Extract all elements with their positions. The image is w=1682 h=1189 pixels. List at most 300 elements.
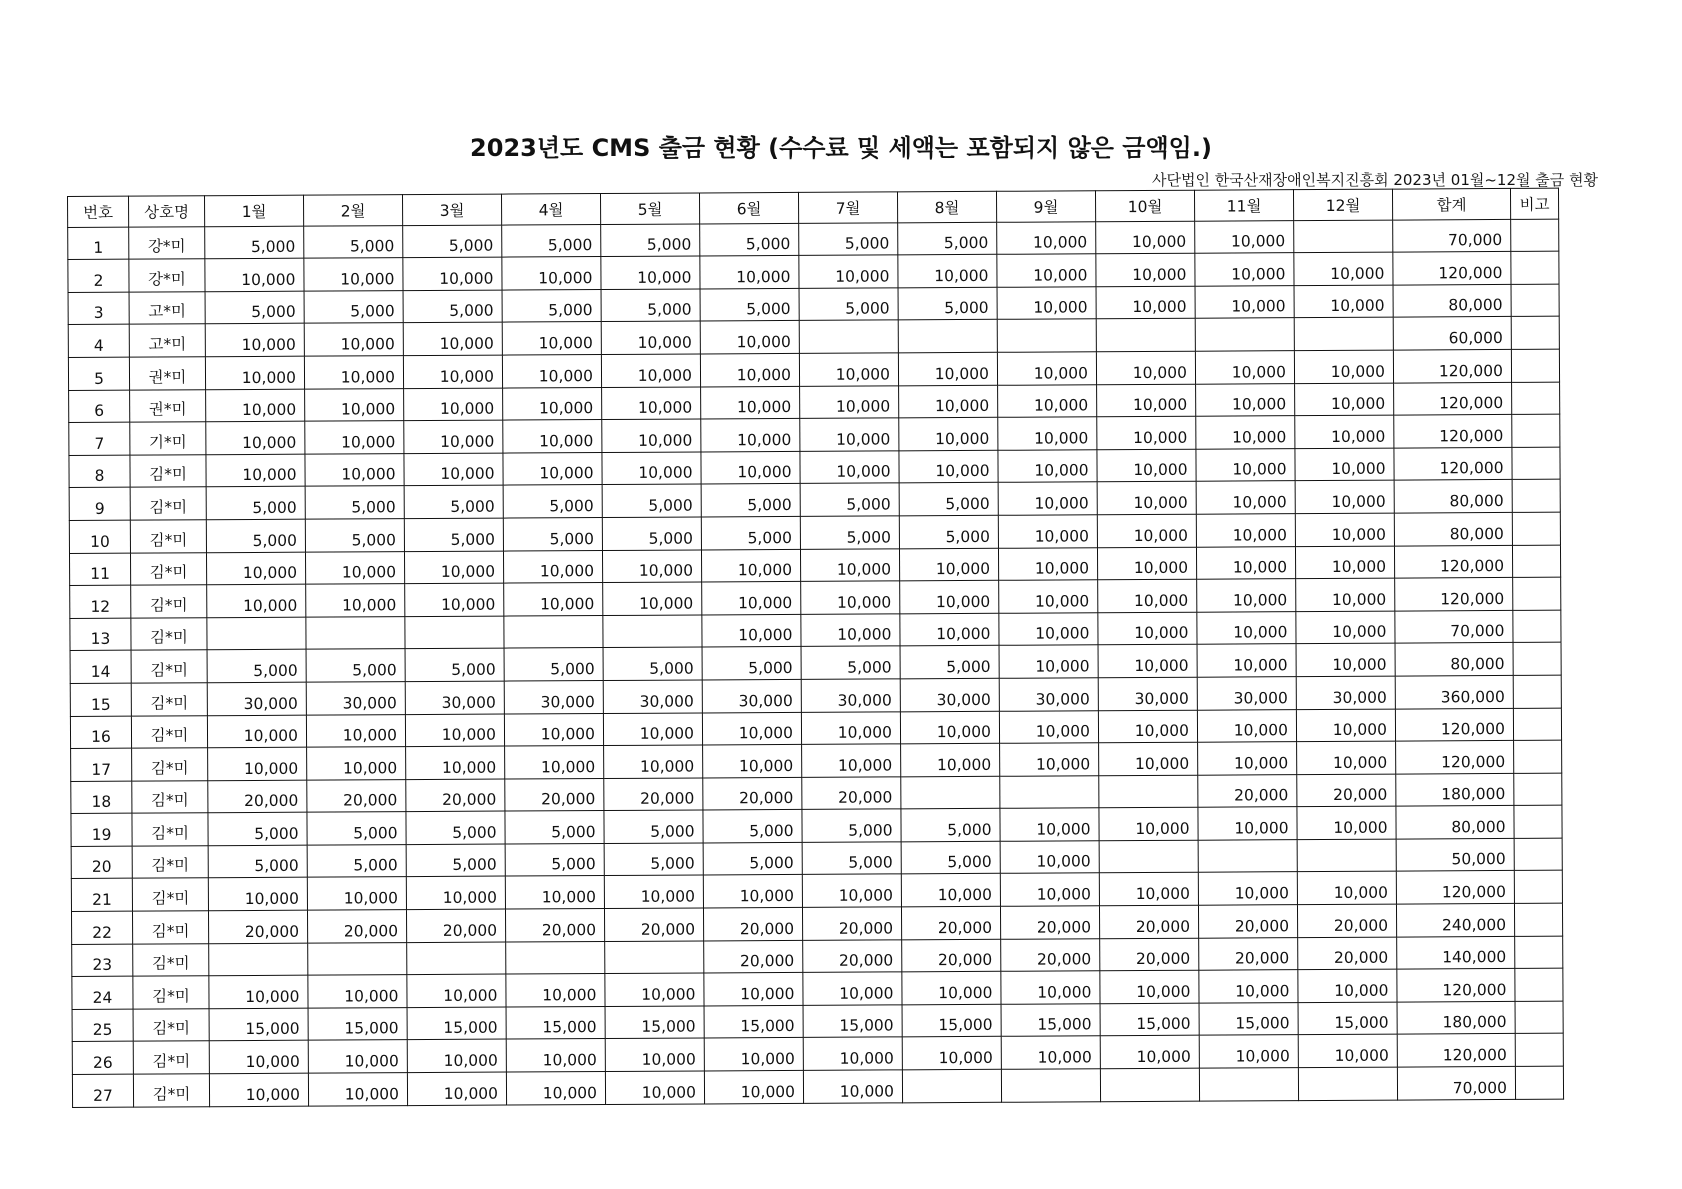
month-amount-cell: 5,000	[703, 810, 802, 843]
month-amount-cell: 10,000	[701, 549, 800, 582]
month-amount-cell: 10,000	[800, 548, 899, 581]
month-amount-cell: 10,000	[1196, 416, 1295, 449]
month-amount-cell: 5,000	[602, 484, 701, 517]
month-amount-cell: 10,000	[702, 582, 801, 615]
month-amount-cell: 5,000	[404, 485, 503, 518]
month-amount-cell: 10,000	[205, 258, 304, 291]
row-number: 13	[70, 618, 131, 651]
row-number: 2	[68, 259, 129, 292]
remark-cell	[1513, 675, 1561, 708]
remark-cell	[1513, 610, 1561, 643]
member-name: 고*미	[129, 324, 205, 357]
column-header: 8월	[897, 191, 996, 222]
remark-cell	[1512, 480, 1560, 513]
month-amount-cell: 20,000	[901, 906, 1000, 939]
member-name: 김*미	[133, 1009, 209, 1042]
month-amount-cell: 10,000	[506, 974, 605, 1007]
month-amount-cell	[1199, 1068, 1298, 1101]
month-amount-cell: 15,000	[506, 1006, 605, 1039]
month-amount-cell: 15,000	[308, 1007, 407, 1040]
month-amount-cell: 5,000	[405, 648, 504, 681]
total-cell: 70,000	[1395, 610, 1513, 643]
month-amount-cell: 20,000	[1199, 937, 1298, 970]
month-amount-cell: 10,000	[407, 974, 506, 1007]
month-amount-cell: 10,000	[997, 287, 1096, 320]
month-amount-cell: 10,000	[902, 1037, 1001, 1070]
month-amount-cell: 5,000	[899, 515, 998, 548]
month-amount-cell: 30,000	[207, 682, 306, 715]
total-cell: 70,000	[1397, 1066, 1515, 1099]
month-amount-cell: 20,000	[406, 779, 505, 812]
month-amount-cell: 20,000	[604, 778, 703, 811]
month-amount-cell: 10,000	[305, 453, 404, 486]
month-amount-cell: 10,000	[603, 712, 702, 745]
month-amount-cell: 10,000	[209, 1041, 308, 1074]
month-amount-cell: 10,000	[605, 973, 704, 1006]
column-header: 9월	[996, 191, 1095, 222]
month-amount-cell: 10,000	[1197, 644, 1296, 677]
month-amount-cell: 5,000	[901, 809, 1000, 842]
month-amount-cell: 10,000	[1198, 742, 1297, 775]
month-amount-cell: 10,000	[1196, 448, 1295, 481]
month-amount-cell: 10,000	[997, 352, 1096, 385]
column-header: 11월	[1194, 190, 1293, 221]
member-name: 기*미	[130, 422, 206, 455]
total-cell: 360,000	[1395, 675, 1513, 708]
total-cell: 120,000	[1394, 415, 1512, 448]
total-cell: 50,000	[1396, 838, 1514, 871]
month-amount-cell: 30,000	[999, 678, 1098, 711]
month-amount-cell: 10,000	[802, 874, 901, 907]
month-amount-cell: 30,000	[801, 679, 900, 712]
month-amount-cell: 10,000	[999, 710, 1098, 743]
month-amount-cell: 10,000	[206, 421, 305, 454]
month-amount-cell: 10,000	[205, 324, 304, 357]
month-amount-cell: 10,000	[1100, 1036, 1199, 1069]
month-amount-cell: 5,000	[305, 486, 404, 519]
month-amount-cell: 10,000	[306, 584, 405, 617]
row-number: 17	[71, 748, 132, 781]
month-amount-cell: 10,000	[208, 878, 307, 911]
month-amount-cell: 10,000	[1000, 841, 1099, 874]
month-amount-cell: 10,000	[704, 1070, 803, 1103]
remark-cell	[1515, 968, 1563, 1001]
month-amount-cell: 10,000	[1294, 350, 1393, 383]
month-amount-cell: 20,000	[406, 909, 505, 942]
month-amount-cell: 20,000	[1000, 906, 1099, 939]
month-amount-cell: 10,000	[802, 744, 901, 777]
month-amount-cell: 10,000	[506, 1039, 605, 1072]
member-name: 김*미	[132, 911, 208, 944]
month-amount-cell: 10,000	[603, 582, 702, 615]
total-cell: 240,000	[1396, 903, 1514, 936]
month-amount-cell: 5,000	[799, 288, 898, 321]
month-amount-cell: 5,000	[205, 226, 304, 259]
month-amount-cell: 10,000	[1196, 383, 1295, 416]
month-amount-cell	[901, 776, 1000, 809]
month-amount-cell: 20,000	[1198, 774, 1297, 807]
month-amount-cell: 20,000	[604, 908, 703, 941]
month-amount-cell: 10,000	[1296, 611, 1395, 644]
month-amount-cell: 10,000	[604, 875, 703, 908]
column-header: 12월	[1293, 189, 1392, 220]
month-amount-cell	[799, 320, 898, 353]
month-amount-cell: 10,000	[503, 387, 602, 420]
month-amount-cell	[898, 320, 997, 353]
month-amount-cell: 10,000	[503, 420, 602, 453]
month-amount-cell: 20,000	[703, 777, 802, 810]
month-amount-cell: 10,000	[1295, 448, 1394, 481]
month-amount-cell: 5,000	[701, 484, 800, 517]
month-amount-cell: 10,000	[1196, 514, 1295, 547]
month-amount-cell: 20,000	[1297, 774, 1396, 807]
month-amount-cell: 5,000	[802, 842, 901, 875]
total-cell: 180,000	[1397, 1001, 1515, 1034]
month-amount-cell: 10,000	[998, 450, 1097, 483]
month-amount-cell: 20,000	[803, 940, 902, 973]
member-name: 권*미	[130, 389, 206, 422]
member-name: 고*미	[129, 292, 205, 325]
month-amount-cell	[1100, 1068, 1199, 1101]
month-amount-cell: 10,000	[1096, 286, 1195, 319]
month-amount-cell: 10,000	[803, 1070, 902, 1103]
month-amount-cell: 20,000	[1198, 905, 1297, 938]
column-header: 6월	[699, 192, 798, 223]
month-amount-cell: 10,000	[1297, 741, 1396, 774]
month-amount-cell: 10,000	[601, 354, 700, 387]
total-cell: 120,000	[1397, 1034, 1515, 1067]
month-amount-cell: 5,000	[206, 519, 305, 552]
table-row	[72, 1066, 1563, 1107]
month-amount-cell: 20,000	[1298, 937, 1397, 970]
month-amount-cell: 10,000	[700, 353, 799, 386]
month-amount-cell: 15,000	[803, 1005, 902, 1038]
month-amount-cell: 5,000	[702, 647, 801, 680]
month-amount-cell: 10,000	[999, 612, 1098, 645]
month-amount-cell: 10,000	[1298, 969, 1397, 1002]
month-amount-cell: 10,000	[209, 975, 308, 1008]
month-amount-cell: 15,000	[605, 1006, 704, 1039]
row-number: 4	[68, 325, 129, 358]
month-amount-cell: 10,000	[1297, 806, 1396, 839]
month-amount-cell	[1294, 220, 1393, 253]
total-cell: 180,000	[1396, 773, 1514, 806]
month-amount-cell: 10,000	[803, 972, 902, 1005]
month-amount-cell: 10,000	[407, 1072, 506, 1105]
month-amount-cell: 30,000	[1296, 676, 1395, 709]
month-amount-cell: 10,000	[404, 388, 503, 421]
member-name: 김*미	[132, 780, 208, 813]
month-amount-cell: 10,000	[602, 419, 701, 452]
month-amount-cell	[1298, 1067, 1397, 1100]
document-title: 2023년도 CMS 출금 현황 (수수료 및 세액는 포함되지 않은 금액임.)	[470, 134, 1212, 162]
month-amount-cell	[902, 1069, 1001, 1102]
month-amount-cell: 10,000	[1195, 351, 1294, 384]
month-amount-cell: 5,000	[307, 844, 406, 877]
month-amount-cell: 5,000	[800, 516, 899, 549]
month-amount-cell	[1294, 317, 1393, 350]
month-amount-cell: 5,000	[503, 517, 602, 550]
month-amount-cell: 20,000	[802, 907, 901, 940]
month-amount-cell: 15,000	[1001, 1004, 1100, 1037]
month-amount-cell: 5,000	[406, 811, 505, 844]
month-amount-cell: 10,000	[1097, 482, 1196, 515]
month-amount-cell: 10,000	[800, 385, 899, 418]
month-amount-cell: 5,000	[602, 517, 701, 550]
remark-cell	[1511, 219, 1559, 252]
month-amount-cell	[407, 942, 506, 975]
month-amount-cell: 10,000	[403, 355, 502, 388]
member-name: 김*미	[133, 943, 209, 976]
month-amount-cell: 10,000	[504, 583, 603, 616]
month-amount-cell: 5,000	[304, 225, 403, 258]
month-amount-cell: 10,000	[502, 257, 601, 290]
month-amount-cell: 10,000	[1199, 1035, 1298, 1068]
month-amount-cell	[1000, 775, 1099, 808]
month-amount-cell: 10,000	[701, 386, 800, 419]
month-amount-cell: 10,000	[304, 258, 403, 291]
column-header: 1월	[205, 195, 304, 226]
month-amount-cell: 10,000	[1198, 807, 1297, 840]
month-amount-cell: 5,000	[604, 843, 703, 876]
month-amount-cell: 5,000	[504, 648, 603, 681]
member-name: 강*미	[129, 259, 205, 292]
withdrawal-table	[67, 188, 1564, 1108]
month-amount-cell: 10,000	[998, 515, 1097, 548]
month-amount-cell: 10,000	[700, 256, 799, 289]
remark-cell	[1514, 805, 1562, 838]
row-number: 11	[69, 553, 130, 586]
month-amount-cell: 10,000	[206, 454, 305, 487]
month-amount-cell: 5,000	[505, 843, 604, 876]
month-amount-cell	[405, 616, 504, 649]
total-cell: 120,000	[1396, 871, 1514, 904]
month-amount-cell: 10,000	[305, 551, 404, 584]
month-amount-cell: 20,000	[505, 909, 604, 942]
month-amount-cell: 10,000	[1197, 579, 1296, 612]
column-header: 5월	[600, 193, 699, 224]
row-number: 21	[71, 879, 132, 912]
month-amount-cell: 30,000	[900, 678, 999, 711]
month-amount-cell: 5,000	[799, 222, 898, 255]
month-amount-cell: 10,000	[1097, 449, 1196, 482]
month-amount-cell: 10,000	[205, 356, 304, 389]
member-name: 김*미	[130, 520, 206, 553]
month-amount-cell: 10,000	[601, 256, 700, 289]
month-amount-cell: 10,000	[1099, 742, 1198, 775]
month-amount-cell: 10,000	[1195, 285, 1294, 318]
month-amount-cell: 10,000	[899, 450, 998, 483]
month-amount-cell: 10,000	[803, 1037, 902, 1070]
remark-cell	[1514, 838, 1562, 871]
remark-cell	[1514, 740, 1562, 773]
month-amount-cell: 10,000	[1197, 611, 1296, 644]
month-amount-cell: 10,000	[1097, 547, 1196, 580]
month-amount-cell	[997, 319, 1096, 352]
month-amount-cell: 10,000	[602, 452, 701, 485]
month-amount-cell: 10,000	[207, 584, 306, 617]
month-amount-cell: 5,000	[403, 225, 502, 258]
row-number: 7	[69, 422, 130, 455]
member-name: 김*미	[131, 617, 207, 650]
month-amount-cell: 10,000	[208, 747, 307, 780]
month-amount-cell: 10,000	[1097, 514, 1196, 547]
month-amount-cell: 10,000	[308, 975, 407, 1008]
remark-cell	[1513, 708, 1561, 741]
month-amount-cell: 10,000	[505, 876, 604, 909]
document-subtitle: 사단법인 한국산재장애인복지진흥회 2023년 01월~12월 출금 현황	[1151, 171, 1598, 189]
remark-cell	[1512, 414, 1560, 447]
member-name: 김*미	[132, 748, 208, 781]
month-amount-cell: 5,000	[208, 812, 307, 845]
month-amount-cell: 20,000	[307, 910, 406, 943]
month-amount-cell: 10,000	[503, 452, 602, 485]
month-amount-cell: 10,000	[1000, 808, 1099, 841]
month-amount-cell: 15,000	[407, 1007, 506, 1040]
month-amount-cell: 5,000	[901, 841, 1000, 874]
month-amount-cell: 10,000	[206, 552, 305, 585]
month-amount-cell: 15,000	[1199, 1002, 1298, 1035]
member-name: 김*미	[131, 585, 207, 618]
month-amount-cell: 10,000	[799, 255, 898, 288]
month-amount-cell: 10,000	[900, 613, 999, 646]
member-name: 김*미	[132, 878, 208, 911]
month-amount-cell: 10,000	[305, 388, 404, 421]
remark-cell	[1515, 936, 1563, 969]
total-cell: 120,000	[1394, 545, 1512, 578]
month-amount-cell: 10,000	[999, 645, 1098, 678]
month-amount-cell: 10,000	[998, 384, 1097, 417]
month-amount-cell: 30,000	[1098, 677, 1197, 710]
month-amount-cell: 10,000	[1096, 253, 1195, 286]
remark-cell	[1513, 642, 1561, 675]
month-amount-cell: 10,000	[899, 548, 998, 581]
month-amount-cell: 10,000	[1000, 873, 1099, 906]
month-amount-cell: 5,000	[802, 809, 901, 842]
month-amount-cell: 20,000	[1001, 938, 1100, 971]
month-amount-cell: 5,000	[898, 222, 997, 255]
month-amount-cell: 10,000	[206, 389, 305, 422]
month-amount-cell	[1001, 1069, 1100, 1102]
month-amount-cell: 10,000	[405, 714, 504, 747]
month-amount-cell: 10,000	[702, 712, 801, 745]
month-amount-cell: 10,000	[1294, 285, 1393, 318]
month-amount-cell: 15,000	[1100, 1003, 1199, 1036]
month-amount-cell: 10,000	[702, 614, 801, 647]
month-amount-cell: 10,000	[1098, 579, 1197, 612]
month-amount-cell: 10,000	[703, 744, 802, 777]
month-amount-cell	[209, 943, 308, 976]
row-number: 19	[71, 813, 132, 846]
month-amount-cell: 10,000	[801, 711, 900, 744]
total-cell: 120,000	[1393, 349, 1511, 382]
member-name: 김*미	[132, 813, 208, 846]
month-amount-cell: 10,000	[1196, 546, 1295, 579]
month-amount-cell: 10,000	[1195, 220, 1294, 253]
remark-cell	[1511, 284, 1559, 317]
month-amount-cell: 10,000	[404, 453, 503, 486]
member-name: 김*미	[133, 1074, 209, 1107]
month-amount-cell: 5,000	[601, 289, 700, 322]
remark-cell	[1512, 512, 1560, 545]
column-header: 4월	[501, 194, 600, 225]
month-amount-cell: 10,000	[1098, 710, 1197, 743]
month-amount-cell: 5,000	[404, 518, 503, 551]
row-number: 26	[72, 1042, 133, 1075]
month-amount-cell: 15,000	[902, 1004, 1001, 1037]
column-header: 10월	[1095, 190, 1194, 221]
total-cell: 70,000	[1393, 219, 1511, 252]
month-amount-cell: 10,000	[602, 549, 701, 582]
month-amount-cell: 20,000	[1100, 938, 1199, 971]
month-amount-cell: 5,000	[898, 287, 997, 320]
total-cell: 120,000	[1395, 578, 1513, 611]
remark-cell	[1512, 382, 1560, 415]
month-amount-cell: 5,000	[502, 289, 601, 322]
row-number: 12	[70, 585, 131, 618]
month-amount-cell: 5,000	[701, 516, 800, 549]
month-amount-cell: 10,000	[1000, 743, 1099, 776]
row-number: 3	[68, 292, 129, 325]
month-amount-cell: 10,000	[998, 417, 1097, 450]
member-name: 강*미	[129, 226, 205, 259]
month-amount-cell: 10,000	[1001, 1036, 1100, 1069]
total-cell: 80,000	[1395, 643, 1513, 676]
month-amount-cell: 30,000	[1197, 677, 1296, 710]
month-amount-cell: 10,000	[1295, 480, 1394, 513]
remark-cell	[1514, 773, 1562, 806]
member-name: 김*미	[133, 976, 209, 1009]
row-number: 1	[68, 227, 129, 260]
month-amount-cell: 10,000	[506, 1072, 605, 1105]
row-number: 16	[70, 716, 131, 749]
row-number: 27	[72, 1074, 133, 1107]
month-amount-cell: 5,000	[801, 646, 900, 679]
row-number: 20	[71, 846, 132, 879]
month-amount-cell: 30,000	[504, 680, 603, 713]
month-amount-cell: 10,000	[407, 1039, 506, 1072]
month-amount-cell: 10,000	[308, 1040, 407, 1073]
month-amount-cell: 10,000	[1197, 709, 1296, 742]
remark-cell	[1514, 903, 1562, 936]
month-amount-cell: 10,000	[704, 1038, 803, 1071]
month-amount-cell: 20,000	[1297, 904, 1396, 937]
month-amount-cell: 10,000	[403, 257, 502, 290]
month-amount-cell: 20,000	[802, 777, 901, 810]
member-name: 김*미	[130, 454, 206, 487]
month-amount-cell: 10,000	[1098, 645, 1197, 678]
month-amount-cell: 5,000	[208, 845, 307, 878]
remark-cell	[1515, 1001, 1563, 1034]
month-amount-cell: 10,000	[901, 874, 1000, 907]
month-amount-cell: 10,000	[703, 875, 802, 908]
column-header: 비고	[1510, 188, 1558, 219]
month-amount-cell: 20,000	[208, 910, 307, 943]
month-amount-cell: 10,000	[406, 746, 505, 779]
month-amount-cell: 5,000	[800, 483, 899, 516]
total-cell: 140,000	[1397, 936, 1515, 969]
member-name: 권*미	[129, 357, 205, 390]
month-amount-cell	[1198, 840, 1297, 873]
month-amount-cell: 10,000	[900, 580, 999, 613]
month-amount-cell: 5,000	[307, 812, 406, 845]
month-amount-cell: 10,000	[801, 581, 900, 614]
total-cell: 80,000	[1394, 512, 1512, 545]
total-cell: 120,000	[1394, 447, 1512, 480]
total-cell: 80,000	[1394, 480, 1512, 513]
total-cell: 120,000	[1396, 741, 1514, 774]
month-amount-cell: 10,000	[1099, 807, 1198, 840]
